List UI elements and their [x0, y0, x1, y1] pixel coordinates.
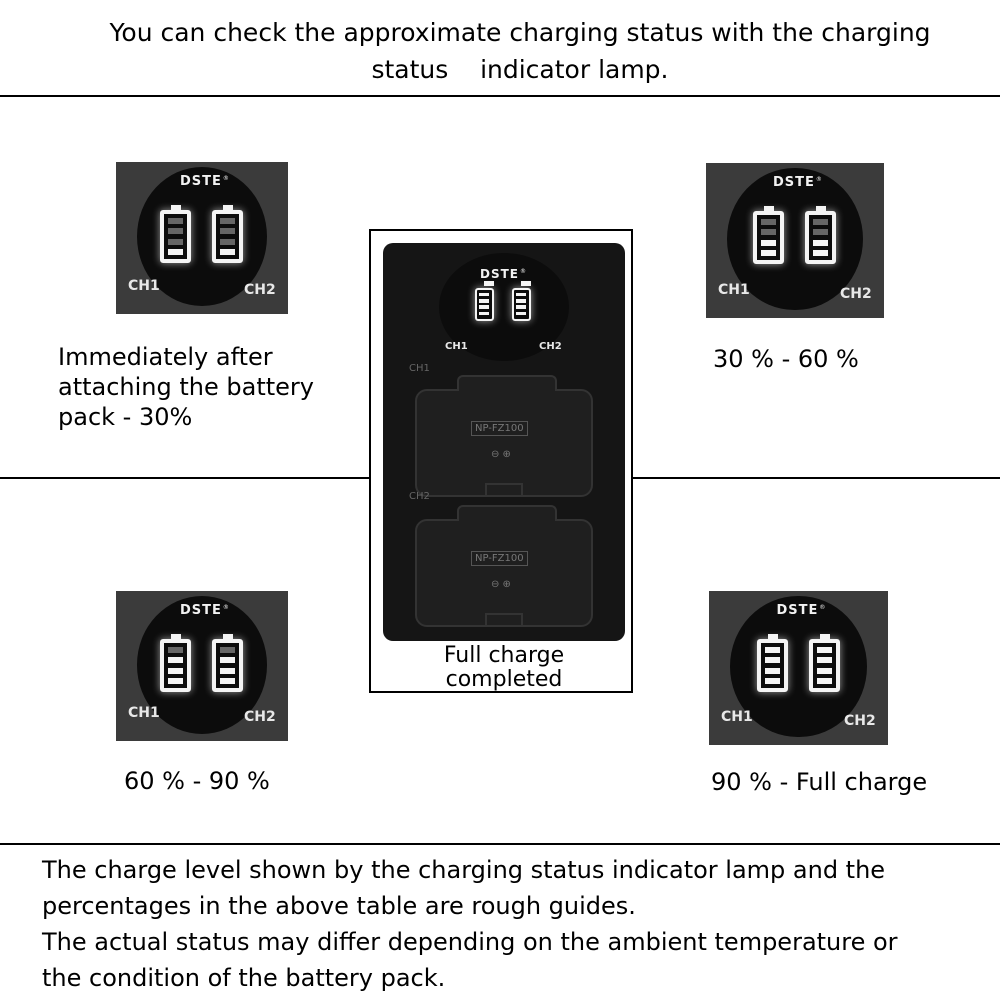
battery-level-segment: [479, 299, 488, 303]
battery-level-segment: [817, 668, 832, 674]
slot-ch1-label: CH1: [409, 363, 430, 374]
battery-slot-ch1: [415, 389, 593, 497]
battery-level-segment: [817, 647, 832, 653]
brand-logo: DSTE®: [776, 603, 827, 618]
battery-level-icon: [805, 211, 836, 264]
footer-line-4: the condition of the battery pack.: [42, 964, 446, 992]
caption-immediately-line-1: Immediately after: [58, 343, 273, 371]
divider-bottom: [0, 843, 1000, 845]
ch2-label: CH2: [844, 713, 876, 729]
slot-model-label: NP-FZ100: [471, 551, 528, 566]
battery-level-segment: [761, 229, 776, 235]
battery-level-icon: [212, 639, 243, 692]
battery-level-segment: [761, 250, 776, 256]
ch2-label: CH2: [840, 286, 872, 302]
ch1-label: CH1: [721, 709, 753, 725]
battery-level-segment: [516, 293, 525, 297]
battery-level-segment: [220, 678, 235, 684]
caption-60-90: 60 % - 90 %: [124, 767, 270, 795]
battery-level-segment: [168, 239, 183, 245]
battery-level-icon: [475, 288, 494, 321]
battery-level-segment: [817, 678, 832, 684]
battery-level-icon: [757, 639, 788, 692]
caption-immediately-line-2: attaching the battery: [58, 373, 314, 401]
battery-level-segment: [761, 240, 776, 246]
battery-level-segment: [813, 229, 828, 235]
charger-caption: [372, 644, 636, 692]
indicator-panel-30-60: [706, 163, 884, 318]
header-text: [60, 14, 980, 88]
divider-middle-left: [0, 477, 369, 479]
battery-level-segment: [168, 678, 183, 684]
caption-30-60: 30 % - 60 %: [713, 345, 859, 373]
battery-level-segment: [168, 228, 183, 234]
slot-contact: [485, 613, 523, 627]
brand-logo: DSTE®: [180, 603, 230, 618]
header-line-1: You can check the approximate charging status with the charging: [109, 18, 931, 47]
battery-level-segment: [765, 678, 780, 684]
footer-line-2: percentages in the above table are rough guides.: [42, 892, 636, 920]
battery-level-segment: [220, 657, 235, 663]
polarity-icon: ⊖ ⊕: [491, 579, 511, 590]
battery-level-segment: [168, 647, 183, 653]
caption-90-full: 90 % - Full charge: [711, 768, 928, 796]
charger-caption-line-1: Full charge: [443, 643, 565, 668]
charger-brand: DSTE®: [480, 267, 527, 281]
battery-level-segment: [765, 657, 780, 663]
divider-top: [0, 95, 1000, 97]
ch1-label: CH1: [128, 278, 160, 294]
indicator-panel-60-90: [116, 591, 288, 741]
divider-middle-right: [633, 477, 1000, 479]
slot-contact: [485, 483, 523, 497]
battery-level-segment: [220, 218, 235, 224]
caption-immediately-line-3: pack - 30%: [58, 403, 193, 431]
ch2-label: CH2: [244, 282, 276, 298]
slot-ch2-label: CH2: [409, 491, 430, 502]
battery-level-segment: [817, 657, 832, 663]
battery-level-segment: [220, 239, 235, 245]
battery-level-segment: [761, 219, 776, 225]
battery-level-segment: [168, 249, 183, 255]
header-line-2: status indicator lamp.: [371, 55, 669, 84]
slot-tab: [457, 505, 557, 521]
battery-level-segment: [479, 305, 488, 309]
charger-ch2-label: CH2: [539, 341, 562, 352]
battery-level-segment: [765, 668, 780, 674]
battery-level-segment: [479, 312, 488, 316]
slot-tab: [457, 375, 557, 391]
battery-level-icon: [160, 639, 191, 692]
footer-line-1: The charge level shown by the charging status indicator lamp and the: [42, 856, 886, 884]
slot-model-label: NP-FZ100: [471, 421, 528, 436]
charger-caption-line-2: completed: [445, 667, 563, 692]
battery-level-segment: [168, 218, 183, 224]
ch2-label: CH2: [244, 709, 276, 725]
caption-immediately: [58, 342, 358, 432]
battery-level-segment: [765, 647, 780, 653]
charger-image: [383, 243, 625, 641]
battery-level-segment: [220, 228, 235, 234]
battery-level-segment: [813, 240, 828, 246]
battery-level-segment: [168, 668, 183, 674]
brand-logo: DSTE®: [773, 175, 823, 190]
ch1-label: CH1: [718, 282, 750, 298]
charger-ch1-label: CH1: [445, 341, 468, 352]
battery-level-icon: [160, 210, 191, 263]
indicator-panel-immediately: [116, 162, 288, 314]
battery-level-segment: [220, 249, 235, 255]
battery-slot-ch2: [415, 519, 593, 627]
battery-level-icon: [809, 639, 840, 692]
battery-level-icon: [512, 288, 531, 321]
battery-level-segment: [516, 299, 525, 303]
battery-level-segment: [813, 219, 828, 225]
battery-level-segment: [168, 657, 183, 663]
indicator-panel-90-full: [709, 591, 888, 745]
footer-note: [42, 852, 982, 996]
battery-level-segment: [516, 305, 525, 309]
battery-level-segment: [813, 250, 828, 256]
ch1-label: CH1: [128, 705, 160, 721]
battery-level-icon: [753, 211, 784, 264]
brand-logo: DSTE®: [180, 174, 230, 189]
battery-level-segment: [516, 312, 525, 316]
polarity-icon: ⊖ ⊕: [491, 449, 511, 460]
battery-level-segment: [479, 293, 488, 297]
battery-level-icon: [212, 210, 243, 263]
battery-level-segment: [220, 668, 235, 674]
battery-level-segment: [220, 647, 235, 653]
footer-line-3: The actual status may differ depending on the ambient temperature or: [42, 928, 898, 956]
